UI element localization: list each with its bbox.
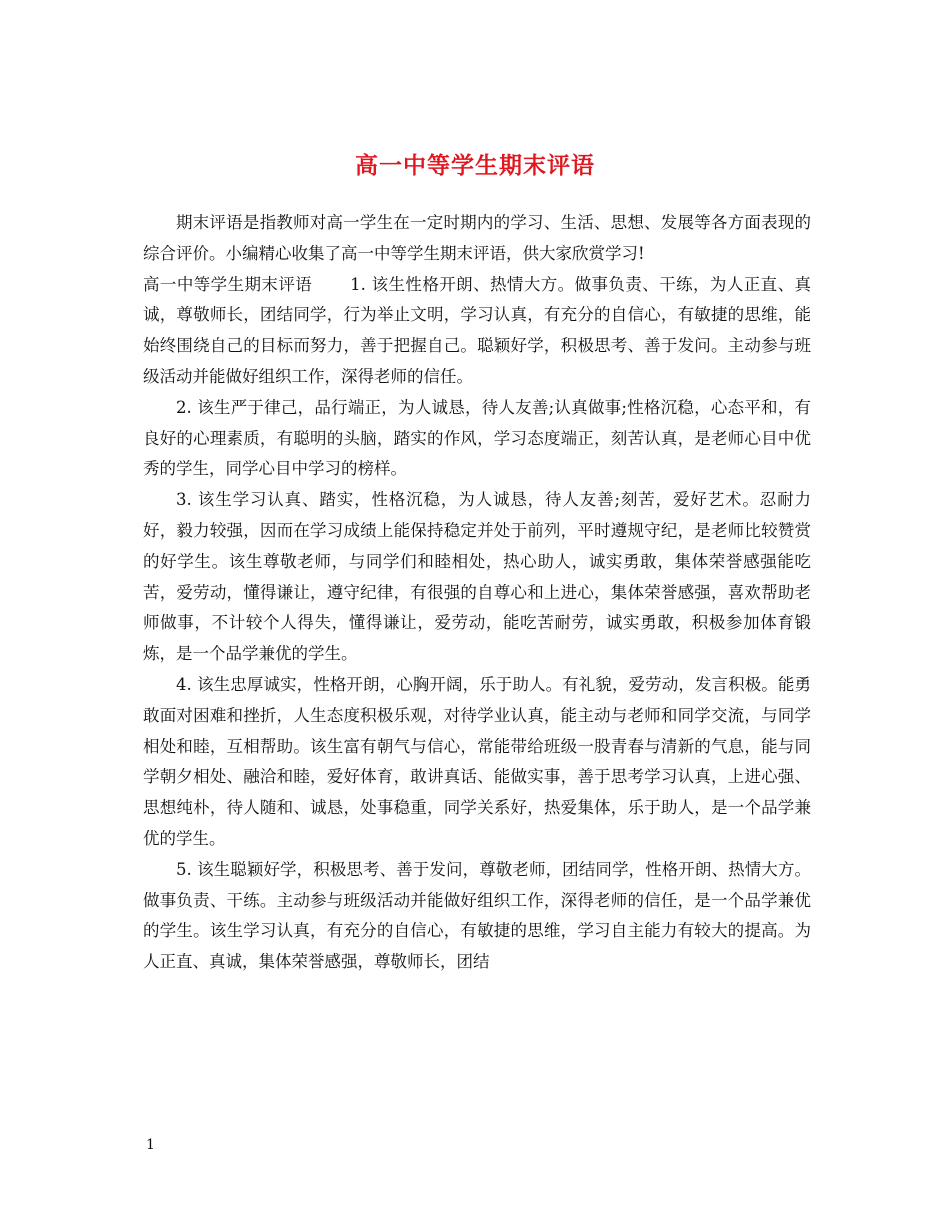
comment-item-4: 4. 该生忠厚诚实，性格开朗，心胸开阔，乐于助人。有礼貌，爱劳动，发言积极。能勇敢面对困难和挫折，人生态度积极乐观，对待学业认真，能主动与老师和同学交流，与同学相处和睦，互相帮助。该生富有朝气与信心，常能带给班级一股青春与清新的气息，能与同学朝夕相处、融洽和睦，爱好体育，敢讲真话、能做实事，善于思考学习认真，上进心强、思想纯朴，待人随和、诚恳，处事稳重，同学关系好，热爱集体，乐于助人，是一个品学兼优的学生。 (143, 674, 811, 848)
first-comment-paragraph (143, 270, 811, 393)
comment-item-1: 1. 该生性格开朗、热情大方。做事负责、干练，为人正直、真诚，尊敬师长，团结同学，行为举止文明，学习认真，有充分的自信心，有敏捷的思维，能始终围绕自己的目标而努力，善于把握自己。聪颖好学，积极思考、善于发问。主动参与班级活动并能做好组织工作，深得老师的信任。 (143, 274, 811, 386)
comment-item-2: 2. 该生严于律己，品行端正，为人诚恳，待人友善;认真做事;性格沉稳，心态平和，有良好的心理素质，有聪明的头脑，踏实的作风，学习态度端正，刻苦认真，是老师心目中优秀的学生，同学心目中学习的榜样。 (143, 397, 811, 479)
document-body (143, 208, 811, 978)
intro-paragraph: 期末评语是指教师对高一学生在一定时期内的学习、生活、思想、发展等各方面表现的综合评价。小编精心收集了高一中等学生期末评语，供大家欣赏学习! (143, 213, 811, 263)
comment-item-3: 3. 该生学习认真、踏实，性格沉稳，为人诚恳，待人友善;刻苦，爱好艺术。忍耐力好，毅力较强，因而在学习成绩上能保持稳定并处于前列，平时遵规守纪，是老师比较赞赏的好学生。该生尊敬老师，与同学们和睦相处，热心助人，诚实勇敢，集体荣誉感强能吃苦，爱劳动，懂得谦让，遵守纪律，有很强的自尊心和上进心，集体荣誉感强，喜欢帮助老师做事，不计较个人得失，懂得谦让，爱劳动，能吃苦耐劳，诚实勇敢，积极参加体育锻炼，是一个品学兼优的学生。 (143, 490, 811, 664)
section-heading: 高一中等学生期末评语 (143, 274, 313, 294)
page-number: 1 (146, 1137, 155, 1153)
comment-item-5: 5. 该生聪颖好学，积极思考、善于发问，尊敬老师，团结同学，性格开朗、热情大方。做事负责、干练。主动参与班级活动并能做好组织工作，深得老师的信任，是一个品学兼优的学生。该生学习认真，有充分的自信心，有敏捷的思维，学习自主能力有较大的提高。为人正直、真诚，集体荣誉感强，尊敬师长，团结 (143, 859, 811, 972)
document-title: 高一中等学生期末评语 (355, 152, 595, 180)
